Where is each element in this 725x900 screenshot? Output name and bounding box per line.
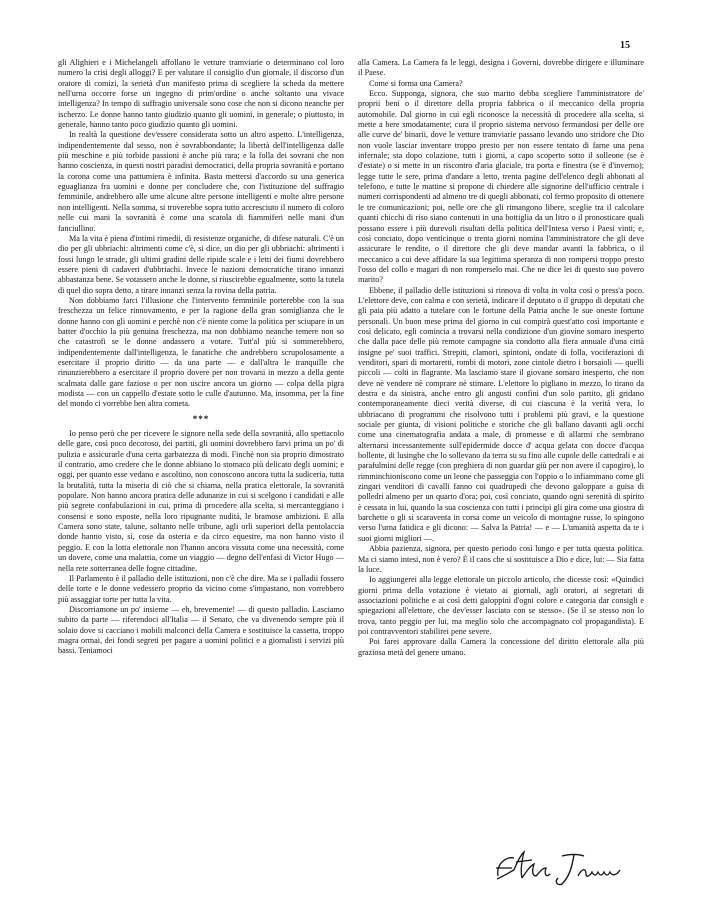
left-column-paragraph: Non dobbiamo farci l'illusione che l'intervento femminile porterebbe con la sua freschezza un felice rinnovamento, e per la ragione della gran somiglianza che le donne hanno con gli uomini e perchè non c'è niente come la politica per sciupare in un batter d'occhio la più genuina freschezza, ma non dobbiamo neanche temere non so che catastrofi se le donne andassero a votare. Tutt'al più si sommerebbero, indipendentemente dall'intelligenza, le fanatiche che andrebbero scrupolosamente a esercitare il proprio diritto — da una parte — e dall'altra le tranquille che rinunzierebbero a esercitare il proprio dovere per non trovarsi in mezzo a della gente scalmata dalle gare faziose o per non uscire ancora un giorno — colpa della pigra modista — con un cappello d'estate sotto le culle d'autunno. Ma, insomma, per la fine del mondo ci vorrebbe ben altra cometa. [58,295,344,409]
right-column-paragraph: alla Camera. La Camera fa le leggi, designa i Governi, dovrebbe dirigere e illuminare il Paese. [358,58,644,78]
left-column-paragraph: gli Alighieri e i Michelangeli affollano le vetture tramviarie o determinano col loro numero la crisi degli alloggi? E per valutare il consiglio d'un giornale, il discorso d'un oratore di comizi, la serietà d'un manifesto prima di scegliere la scheda da mettere nell'urna occorre forse un ingegno di prim'ordine o anche soltanto una vivace intelligenza? In tempo di suffragio universale sono cose che non si dicono neanche per ischerzo. Le donne hanno tanto giudizio quanto gli uomini, in generale; o piuttosto, in generale, hanno tanto poco giudizio quanto gli uomini. [58,58,344,130]
page-number: 15 [620,40,630,51]
right-column-paragraph: Io aggiungerei alla legge elettorale un piccolo articolo, che dicesse così: «Quindici giorni prima della votazione è vietato ai giornali, agli oratori, ai segretari di associazioni politiche e ai così detti galoppini d'ogni colore e categoria dar consigli e spiegazioni all'elettore, che dev'esser lasciato con se stesso». (Se il se stesso non lo trova, tanto peggio per lui, ma meglio solo che accompagnato col propagandista). E poi contravventori stabilirei pene severe. [358,575,644,636]
right-column-paragraph: Ecco. Supponga, signora, che suo marito debba scegliere l'amministratore de' proprii beni o il direttore della propria fabbrica o il meccanico della propria automobile. Dal giorno in cui egli riconosce la necessità di procedere alla scelta, si mette a bere smodatamente; cura il proprio sistema nervoso fermandosi per delle ore alle curve de' binarii, dove le vetture tramviarie passano levando uno stridore che Dio non vuole lasciar inventare troppo presto per non essere tentato di farne una pena infernale; sta dopo colazione, tutti i giorni, a capo scoperto sotto il solleone (se è d'estate) o si mette in un riscontro d'aria glaciale, tra porta e finestra (se è d'inverno); legge tutte le sere, prima d'andare a letto, trenta pagine dell'elenco degli abbonati al telefono, e tutte le mattine si propone di chiedere alle signorine dell'ufficio centrale i numeri corrispondenti ad almeno tre di quegli abbonati, col fermo proposito di ottenere le tre comunicazioni; poi, nelle ore che gli rimangono libere, sceglie tra il calcolare quanti chicchi di riso siano contenuti in una bottiglia da un litro o il pronosticare quali possano essere i più durevoli risultati della politica dell'Intesa verso i Paesi vinti; e, così conciato, dopo venticinque o trenta giorni nomina l'amministratore che gli deve assicurare le rendite, o il direttore che gli deve mandar avanti la fabbrica, o il meccanico a cui deve affidare la sua legittima speranza di non rompersi troppo presto l'osso del collo e magari di non romperselo mai. Che ne dice lei di questo suo povero marito? [358,89,644,285]
left-column-paragraph: In realtà la questione dev'essere considerata sotto un altro aspetto. L'intelligenza, indipendentemente dal sesso, non è sovrabbondante; la libertà dell'intelligenza dalle più meschine e più torbide passioni è anche più rara; e la folla dei sovrani che non hanno coscienza, in questi nostri paradisi democratici, della propria sovranità e portano la corona come una pattumiera è infinita. Basta mettersi d'accordo su una generica eguaglianza fra uomini e donne per concludere che, con l'istituzione del suffragio femminile, andrebbero alle urne alcune altre persone intelligenti e molte altre persone non intelligenti. Nella somma, si troverebbe sopra tutto accresciuto il numero di coloro nelle cui mani la sovranità è come una scatola di fiammiferi nelle mani d'un fanciullino. [58,130,344,233]
section-divider-stars: *** [192,413,210,424]
right-column-paragraph: Come si forma una Camera? [369,78,463,88]
right-column-paragraph: Ebbene, il palladio delle istituzioni si rinnova di volta in volta così o press'a poco. L'elettore deve, con calma e con serietà, indicare il deputato o il gruppo di deputati che gli paia più adatto a tutelare con le fortune della Patria anche le sue oneste fortune personali. Un buon mese prima del giorno in cui compirà quest'atto così importante e così delicato, egli comincia a trovarsi nella condizione d'un giovine somaro inesperto che dalla pace delle più remote campagne sia condotto alla fiera annuale d'una città insigne pe' suoi traffici. Strepiti, clamori, spintoni, ondate di folla, vociferazioni di venditori, spari di mortaretti, rombi di motori, zone cintole dietro i borsaioli — quelli piccoli — colti in flagrante. Ma lasciamo stare il giovane somaro inesperto, che non deve nè vendere nè comprare nè stimare. L'elettore lo pigliano in mezzo, lo tirano da destra e da sinistra, anche entro gli angusti confini d'un solo partito, gli gridano contemporaneamente dieci verità diverse, di cui ciascuna è la verità vera, lo ubbriacano di programmi che risolvono tutti i problemi più gravi, e la questione sociale per giunta, di visioni politiche e storiche che gli ballano davanti agli occhi come una cinematografia andata a male, di promesse e di allarmi che sembrano alternarsi incessantemente sull'epidermide docce d' acqua gelata con docce d'acqua bollente, di lusinghe che lo sollevano da terra su su fino alle cupole delle cattedrali e ai parafulmini delle regge (con preghiera di non guardar giù per non avere il capogiro), lo rimminchioniscono come un leone che passeggia con l'oppio o lo infiammano come gli zingari venditori di cavalli fanno coi quadrupedi che devono galoppare a guisa di polledri almeno per un quarto d'ora; poi, così conciato, quando ogni serenità di spirito è cessata in lui, quando la sua coscienza con tutti i principi gli gira come una giostra di barchette o gli si scaraventa in corsa come un veicolo di montagne russe, lo spingono verso l'urna fatidica e gli dicono: — Salva la Patria! — e — L'umanità aspetta da te i suoi giorni migliori —. [358,285,644,543]
left-column-paragraph: Ma la vita è piena d'intimi rimedii, di resistenze organiche, di difese naturali. C'è un dio per gli ubbriachi: altrimenti come c'è, si dice, un dio per gli ubbriachi: altrimenti i fossi lungo le strade, gli ultimi gradini delle ripide scale e i letti dei fiumi dovrebbero essere pieni di cadaveri d'ubbriachi. Invece le nazioni democratiche tirano innanzi abbastanza bene. Se votassero anche le donne, si riuscirebbe egualmente, sotto la tutela di quel dio sopra detto, a tirare innanzi senza la rovina della patria. [58,233,344,295]
right-column [358,58,644,658]
right-column-paragraph: Abbia pazienza, signora, per questo periodo così lungo e per tutta questa politica. Ma ci siamo intesi, non è vero? È il caos che si sostituisce a Dio e dice, lui: — Sia fatta la luce. [358,544,644,574]
left-column-paragraph: Discorriamone un po' insieme — eh, brevemente! — di questo palladio. Lasciamo subito da parte — riferendoci all'Italia — il Senato, che va divenendo sempre più il solaio dove si cacciano i mobili malconci della Camera e sostituisce la cassetta, troppo magra ormai, dei fondi segreti per pagare a uomini politici e a giornalisti i servizi più bassi. Teniamoci [58,604,344,656]
author-signature [492,846,632,890]
left-column-paragraph: Il Parlamento è il palladio delle istituzioni, non c'è che dire. Ma se i palladii fossero delle torte e le donne vedessero proprio da vicino come s'impastano, non vorrebbero più assaggiar torte per tutta la vita. [58,573,344,604]
left-column-paragraph: Io penso però che per ricevere le signore nella sede della sovranità, allo spettacolo delle gare, così poco decoroso, dei partiti, gli uomini dovrebbero farvi prima un po' di pulizia e assicurarle d'una certa garbatezza di modi. Finchè non sia proprio dimostrato il contrario, amo credere che le donne abbiano lo stomaco più delicato degli uomini; e oggi, per quanto esse vedano e ascoltino, non conoscono ancora tutta la sudiceria, tutta la brutalità, tutta la miseria di ciò che si chiama, nella pratica elettorale, la sovranità popolare. Non hanno ancora pratica delle adunanze in cui si scelgono i candidati e alle più segrete confabulazioni in cui, prima di procedere alla scelta, si mercanteggiano i consensi e sono esposte, nella loro ripugnante nudità, le bramose ambizioni. E alla Camera sono state, talune, soltanto nelle tribune, agli orli superiori della pentolaccia donde hanno visto, sì, cose da osteria e da circo equestre, ma non hanno visto il peggio. E con la lotta elettorale non l'hanno ancora vissuta come una necessità, come un dovere, come una malattia, come un viaggio — degno dell'enfasi di Victor Hugo — nella rete sotterranea delle fogne cittadine. [58,429,344,573]
left-column [58,58,344,657]
right-column-paragraph: Poi farei approvare dalla Camera la concessione del diritto elettorale alla più graziosa metà del genere umano. [358,637,644,657]
